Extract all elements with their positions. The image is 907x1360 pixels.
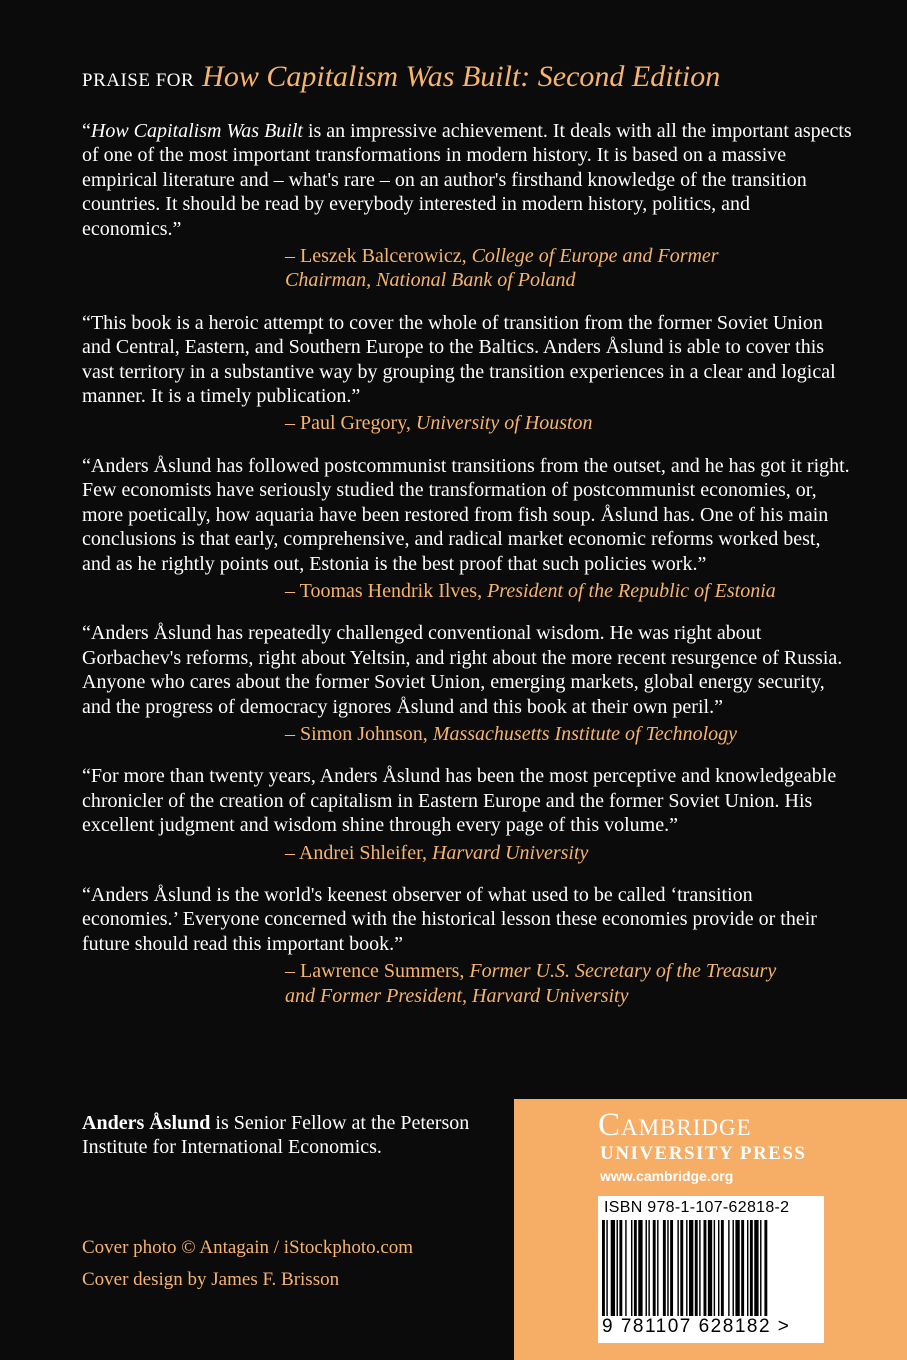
quote-attribution [285,959,852,1008]
publisher-url: www.cambridge.org [600,1168,734,1184]
author-bio-text: is Senior Fellow at the Peterson Institute for International Economics. [82,1112,470,1158]
quote-attribution [285,244,852,293]
publisher-box [514,1099,907,1360]
quote-affiliation: Former U.S. Secretary of the Treasury [469,960,777,983]
barcode-panel [598,1196,824,1343]
cover-design-credit: Cover design by James F. Brisson [82,1269,340,1290]
quote-gregory [82,311,852,436]
barcode-icon [602,1220,820,1316]
quote-shleifer [82,764,852,865]
quote-text: “Anders Åslund is the world's keenest observer of what used to be called ‘transition economies.’ Everyone concerned with the historical lesson these economies provide or their future should read this important book.” [82,883,817,955]
quote-balcerowicz [82,119,852,293]
quote-affiliation: University of Houston [415,412,593,435]
quote-author: – Lawrence Summers, [285,960,465,983]
praise-label: PRAISE FOR [82,70,195,91]
quote-author: – Paul Gregory, [285,412,411,435]
quote-attribution [285,579,852,603]
quote-text: “Anders Åslund has followed postcommunist transitions from the outset, and he has got it right. Few economists have seriously studied the transformation of postcommunist economies, or, more poetically, how aquaria have been restored from fish soup. Åslund has. One of his main conclusions is that early, comprehensive, and radical market economic reforms worked best, and as he rightly points out, Estonia is the best proof that such policies work.” [82,454,850,575]
barcode-digits: 9 781107 628182 > [602,1316,791,1337]
cover-photo-credit: Cover photo © Antagain / iStockphoto.com [82,1237,414,1258]
quote-affiliation: President of the Republic of Estonia [487,579,776,602]
quote-ilves [82,454,852,603]
quote-text: “For more than twenty years, Anders Åslund has been the most perceptive and knowledgeable chronicler of the creation of capitalism in Eastern Europe and the former Soviet Union. His excellent judgment and wisdom shine through every page of this volume.” [82,765,837,837]
quote-attribution [285,841,852,865]
isbn-number: ISBN 978-1-107-62818-2 [604,1199,790,1216]
quote-affiliation: Harvard University [431,841,589,864]
quote-affiliation: Massachusetts Institute of Technology [432,722,738,745]
quote-book-title: How Capitalism Was Built [90,120,303,142]
quote-author: – Simon Johnson, [285,722,428,745]
quote-text: “Anders Åslund has repeatedly challenged conventional wisdom. He was right about Gorbachev's reforms, right about Yeltsin, and right about the more recent resurgence of Russia. Anyone who cares about the former Soviet Union, emerging markets, global energy security, and the progress of democracy ignores Åslund and this book at their own peril.” [82,622,843,718]
quote-affiliation-line2: and Former President, Harvard University [285,984,629,1007]
quote-attribution [285,722,852,746]
book-title: How Capitalism Was Built: Second Edition [202,60,721,93]
quote-affiliation-line2: Chairman, National Bank of Poland [285,269,576,292]
quote-body: is an impressive achievement. It deals with all the important aspects of one of the most important transformations in modern history. It is based on a massive empirical literature and – what's rare – on an author's firsthand knowledge of the transition countries. It should be read by everybody interested in modern history, politics, and economics.” [82,120,852,240]
praise-heading [82,60,882,94]
quote-author: – Leszek Balcerowicz, [285,245,467,268]
publisher-name: Cambridge [598,1107,752,1143]
quote-summers [82,883,852,1008]
cover-credits [82,1232,502,1296]
quote-text: “How Capitalism Was Built is an impressive achievement. It deals with all the important aspects of one of the most important transformations in modern history. It is based on a massive empirical literature and – what's rare – on an author's firsthand knowledge of the transition countries. It should be read by everybody interested in modern history, politics, and economics.” [82,120,852,240]
quote-attribution [285,411,852,435]
author-name: Anders Åslund [82,1112,211,1134]
quote-text: “This book is a heroic attempt to cover the whole of transition from the former Soviet Union and Central, Eastern, and Southern Europe to the Baltics. Anders Åslund is able to cover this vast territory in a substantive way by grouping the transition experiences in a clear and logical manner. It is a timely publication.” [82,311,836,408]
author-bio [82,1111,512,1159]
publisher-subtitle: UNIVERSITY PRESS [600,1143,807,1164]
quote-affiliation: College of Europe and Former [471,245,719,268]
quote-johnson [82,621,852,746]
quote-author: – Toomas Hendrik Ilves, [285,579,483,602]
quote-author: – Andrei Shleifer, [285,841,427,864]
praise-quotes [82,119,852,1026]
